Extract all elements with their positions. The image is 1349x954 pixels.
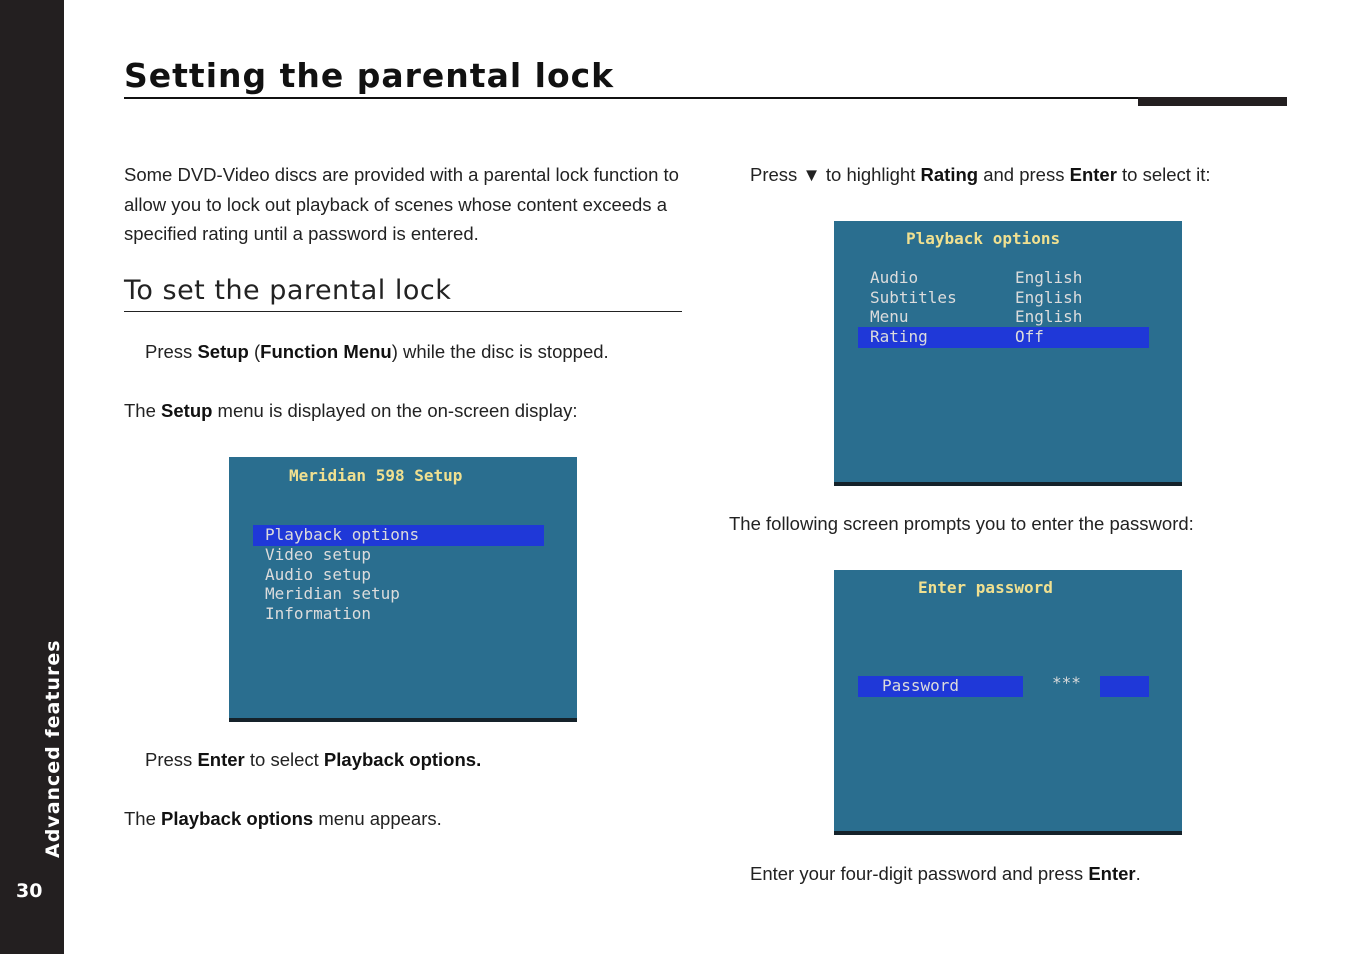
osd-row-value: English — [1015, 307, 1083, 326]
osd-title: Enter password — [918, 578, 1053, 597]
osd-row-value: Off — [1015, 327, 1044, 346]
playback-note: The Playback options menu appears. — [124, 808, 442, 829]
osd-password-value: *** — [1052, 673, 1081, 692]
setup-note: The Setup menu is displayed on the on-screen display: — [124, 400, 578, 421]
password-screen — [834, 570, 1182, 835]
osd-row-value: English — [1015, 288, 1083, 307]
step-2: Press Enter to select Playback options. — [145, 749, 482, 770]
step-4: Enter your four-digit password and press Enter. — [750, 863, 1141, 884]
section-subheading: To set the parental lock — [124, 275, 452, 306]
osd-menu-item: Audio setup — [265, 565, 371, 584]
osd-menu-item: Video setup — [265, 545, 371, 564]
osd-title: Playback options — [906, 229, 1061, 248]
page-title: Setting the parental lock — [124, 56, 615, 95]
page-number: 30 — [16, 880, 43, 902]
subheading-rule — [124, 311, 682, 312]
osd-row-label: Menu — [870, 307, 909, 326]
osd-menu-item: Playback options — [265, 525, 420, 544]
osd-menu-item: Information — [265, 604, 371, 623]
step-1: Press Setup (Function Menu) while the disc is stopped. — [145, 341, 609, 362]
title-rule — [124, 97, 1287, 99]
osd-menu-item: Meridian setup — [265, 584, 400, 603]
osd-row-label: Subtitles — [870, 288, 957, 307]
osd-row-label: Audio — [870, 268, 919, 287]
password-note: The following screen prompts you to enter the password: — [729, 513, 1194, 534]
osd-password-label: Password — [882, 676, 960, 695]
playback-options-screen — [834, 221, 1182, 486]
section-label: Advanced features — [42, 639, 64, 858]
setup-menu-screen — [229, 457, 577, 722]
title-accent-bar — [1138, 97, 1287, 106]
step-3: Press ▼ to highlight Rating and press Enter to select it: — [750, 164, 1211, 185]
osd-title: Meridian 598 Setup — [289, 466, 463, 485]
osd-row-value: English — [1015, 268, 1083, 287]
sidebar — [0, 0, 64, 954]
osd-password-field-end — [1100, 676, 1149, 697]
intro-paragraph: Some DVD-Video discs are provided with a parental lock function to allow you to lock out playback of scenes whose content exceeds a specified rating until a password is entered. — [124, 164, 679, 244]
osd-row-label: Rating — [870, 327, 928, 346]
